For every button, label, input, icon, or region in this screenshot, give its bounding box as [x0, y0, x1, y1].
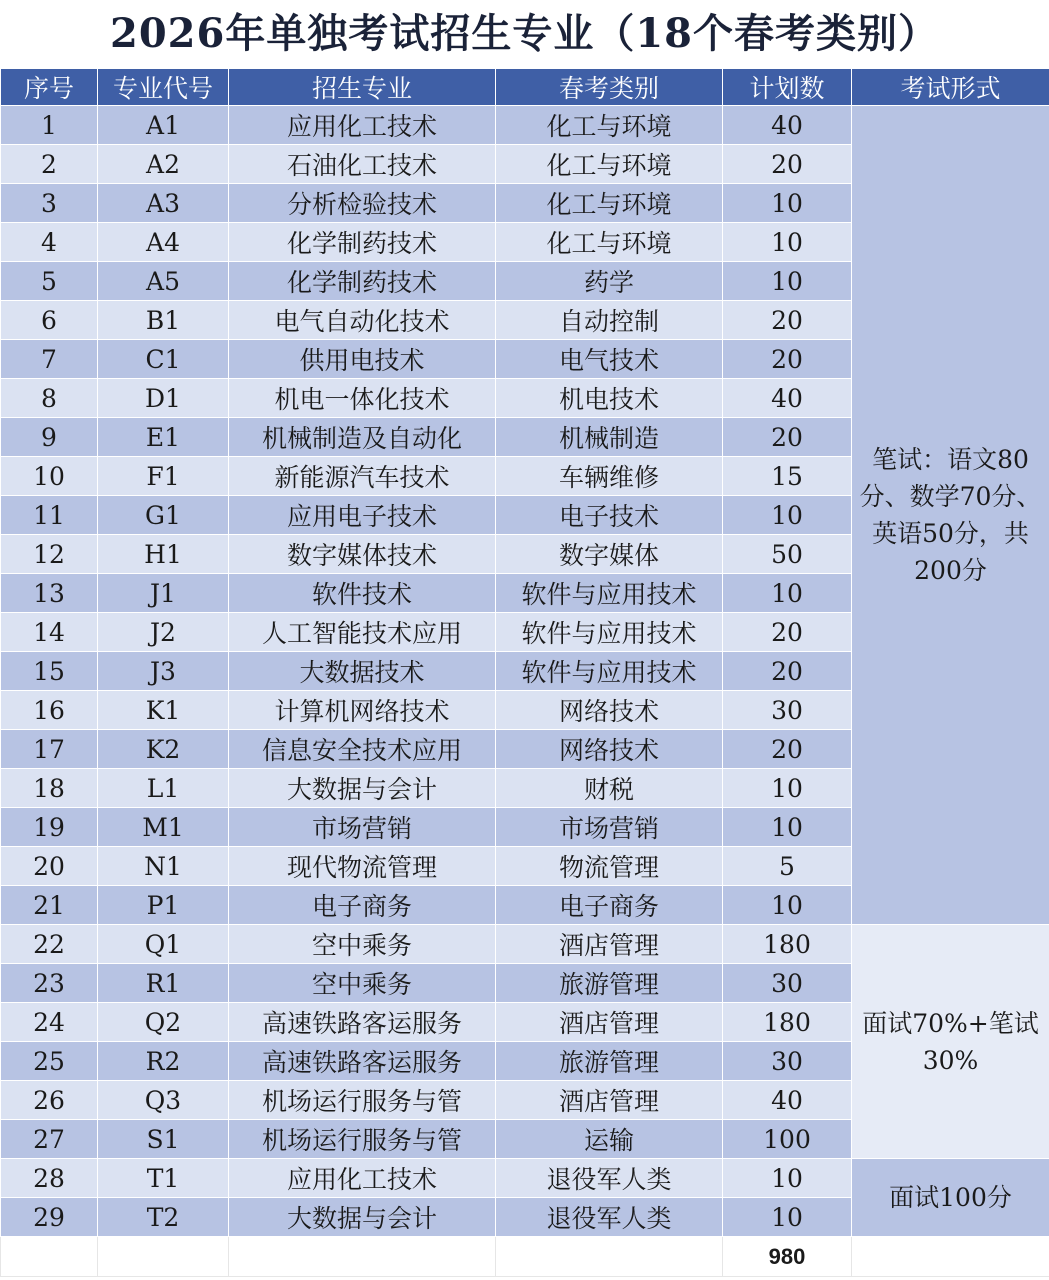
cell-category: 化工与环境 — [496, 106, 723, 145]
cell-no: 5 — [1, 262, 98, 301]
cell-category: 酒店管理 — [496, 1081, 723, 1120]
cell-category: 网络技术 — [496, 730, 723, 769]
cell-code: T1 — [98, 1159, 229, 1198]
cell-code: A4 — [98, 223, 229, 262]
cell-no: 28 — [1, 1159, 98, 1198]
cell-major: 机电一体化技术 — [229, 379, 496, 418]
header-exam: 考试形式 — [852, 69, 1049, 106]
cell-major: 空中乘务 — [229, 925, 496, 964]
cell-plan: 15 — [723, 457, 852, 496]
cell-no: 23 — [1, 964, 98, 1003]
cell-category: 电子技术 — [496, 496, 723, 535]
table-row — [1, 925, 1049, 964]
cell-major: 大数据与会计 — [229, 769, 496, 808]
cell-category: 药学 — [496, 262, 723, 301]
header-plan: 计划数 — [723, 69, 852, 106]
cell-code: R1 — [98, 964, 229, 1003]
cell-major: 计算机网络技术 — [229, 691, 496, 730]
cell-plan: 10 — [723, 808, 852, 847]
cell-major: 软件技术 — [229, 574, 496, 613]
cell-plan: 20 — [723, 340, 852, 379]
cell-major: 人工智能技术应用 — [229, 613, 496, 652]
cell-no: 20 — [1, 847, 98, 886]
enrollment-table — [0, 68, 1049, 1277]
cell-major: 数字媒体技术 — [229, 535, 496, 574]
cell-plan: 20 — [723, 418, 852, 457]
cell-no: 1 — [1, 106, 98, 145]
empty-cell — [852, 1237, 1049, 1277]
cell-code: H1 — [98, 535, 229, 574]
total-plan: 980 — [723, 1237, 852, 1277]
header-code: 专业代号 — [98, 69, 229, 106]
cell-plan: 10 — [723, 262, 852, 301]
cell-plan: 180 — [723, 1003, 852, 1042]
empty-cell — [1, 1237, 98, 1277]
cell-no: 2 — [1, 145, 98, 184]
cell-no: 14 — [1, 613, 98, 652]
header-no: 序号 — [1, 69, 98, 106]
cell-no: 25 — [1, 1042, 98, 1081]
cell-major: 石油化工技术 — [229, 145, 496, 184]
table-row — [1, 1159, 1049, 1198]
cell-code: F1 — [98, 457, 229, 496]
cell-plan: 10 — [723, 1198, 852, 1237]
cell-plan: 20 — [723, 145, 852, 184]
cell-major: 化学制药技术 — [229, 223, 496, 262]
cell-code: D1 — [98, 379, 229, 418]
header-category: 春考类别 — [496, 69, 723, 106]
cell-no: 15 — [1, 652, 98, 691]
cell-major: 市场营销 — [229, 808, 496, 847]
cell-plan: 40 — [723, 106, 852, 145]
cell-plan: 50 — [723, 535, 852, 574]
cell-no: 10 — [1, 457, 98, 496]
cell-category: 物流管理 — [496, 847, 723, 886]
cell-code: E1 — [98, 418, 229, 457]
cell-category: 财税 — [496, 769, 723, 808]
cell-no: 11 — [1, 496, 98, 535]
cell-major: 电子商务 — [229, 886, 496, 925]
cell-code: J3 — [98, 652, 229, 691]
cell-no: 24 — [1, 1003, 98, 1042]
cell-category: 车辆维修 — [496, 457, 723, 496]
cell-no: 22 — [1, 925, 98, 964]
cell-plan: 30 — [723, 964, 852, 1003]
cell-no: 27 — [1, 1120, 98, 1159]
cell-code: C1 — [98, 340, 229, 379]
cell-major: 机场运行服务与管 — [229, 1120, 496, 1159]
total-row — [1, 1237, 1049, 1277]
cell-category: 酒店管理 — [496, 1003, 723, 1042]
cell-category: 机械制造 — [496, 418, 723, 457]
table-row — [1, 106, 1049, 145]
cell-code: T2 — [98, 1198, 229, 1237]
cell-no: 7 — [1, 340, 98, 379]
cell-code: A5 — [98, 262, 229, 301]
cell-code: B1 — [98, 301, 229, 340]
cell-plan: 10 — [723, 184, 852, 223]
cell-plan: 40 — [723, 379, 852, 418]
cell-code: Q3 — [98, 1081, 229, 1120]
cell-category: 化工与环境 — [496, 184, 723, 223]
cell-major: 新能源汽车技术 — [229, 457, 496, 496]
cell-major: 供用电技术 — [229, 340, 496, 379]
cell-plan: 100 — [723, 1120, 852, 1159]
cell-category: 软件与应用技术 — [496, 613, 723, 652]
cell-no: 18 — [1, 769, 98, 808]
cell-major: 高速铁路客运服务 — [229, 1042, 496, 1081]
cell-code: Q2 — [98, 1003, 229, 1042]
cell-no: 17 — [1, 730, 98, 769]
cell-plan: 30 — [723, 1042, 852, 1081]
empty-cell — [496, 1237, 723, 1277]
cell-no: 8 — [1, 379, 98, 418]
cell-code: M1 — [98, 808, 229, 847]
cell-major: 空中乘务 — [229, 964, 496, 1003]
cell-category: 软件与应用技术 — [496, 652, 723, 691]
cell-code: P1 — [98, 886, 229, 925]
header-major: 招生专业 — [229, 69, 496, 106]
cell-category: 旅游管理 — [496, 964, 723, 1003]
table-body — [1, 106, 1049, 1277]
cell-plan: 10 — [723, 886, 852, 925]
cell-no: 12 — [1, 535, 98, 574]
cell-major: 化学制药技术 — [229, 262, 496, 301]
cell-plan: 10 — [723, 496, 852, 535]
cell-code: L1 — [98, 769, 229, 808]
cell-code: J1 — [98, 574, 229, 613]
exam-format-cell: 面试70%+笔试30% — [852, 925, 1049, 1159]
cell-code: N1 — [98, 847, 229, 886]
cell-no: 19 — [1, 808, 98, 847]
cell-code: A2 — [98, 145, 229, 184]
cell-major: 电气自动化技术 — [229, 301, 496, 340]
cell-category: 自动控制 — [496, 301, 723, 340]
cell-code: J2 — [98, 613, 229, 652]
cell-major: 应用化工技术 — [229, 1159, 496, 1198]
page-title: 2026年单独考试招生专业（18个春考类别） — [110, 10, 939, 57]
empty-cell — [98, 1237, 229, 1277]
cell-category: 软件与应用技术 — [496, 574, 723, 613]
cell-no: 21 — [1, 886, 98, 925]
cell-plan: 20 — [723, 301, 852, 340]
cell-plan: 180 — [723, 925, 852, 964]
empty-cell — [229, 1237, 496, 1277]
cell-no: 13 — [1, 574, 98, 613]
cell-major: 机械制造及自动化 — [229, 418, 496, 457]
cell-code: A3 — [98, 184, 229, 223]
cell-major: 机场运行服务与管 — [229, 1081, 496, 1120]
cell-code: Q1 — [98, 925, 229, 964]
cell-no: 3 — [1, 184, 98, 223]
cell-no: 9 — [1, 418, 98, 457]
cell-category: 化工与环境 — [496, 145, 723, 184]
cell-no: 4 — [1, 223, 98, 262]
cell-major: 高速铁路客运服务 — [229, 1003, 496, 1042]
cell-code: S1 — [98, 1120, 229, 1159]
cell-category: 电子商务 — [496, 886, 723, 925]
cell-code: A1 — [98, 106, 229, 145]
cell-category: 电气技术 — [496, 340, 723, 379]
cell-no: 16 — [1, 691, 98, 730]
cell-category: 市场营销 — [496, 808, 723, 847]
cell-plan: 10 — [723, 769, 852, 808]
cell-major: 分析检验技术 — [229, 184, 496, 223]
cell-major: 应用电子技术 — [229, 496, 496, 535]
cell-plan: 20 — [723, 613, 852, 652]
cell-plan: 30 — [723, 691, 852, 730]
cell-plan: 10 — [723, 574, 852, 613]
cell-category: 旅游管理 — [496, 1042, 723, 1081]
cell-plan: 20 — [723, 730, 852, 769]
cell-no: 26 — [1, 1081, 98, 1120]
exam-format-cell: 笔试：语文80分、数学70分、英语50分，共200分 — [852, 106, 1049, 925]
cell-plan: 10 — [723, 223, 852, 262]
cell-major: 应用化工技术 — [229, 106, 496, 145]
cell-category: 网络技术 — [496, 691, 723, 730]
cell-category: 酒店管理 — [496, 925, 723, 964]
cell-category: 运输 — [496, 1120, 723, 1159]
table-header-row — [1, 69, 1049, 106]
cell-category: 数字媒体 — [496, 535, 723, 574]
cell-category: 退役军人类 — [496, 1159, 723, 1198]
cell-no: 29 — [1, 1198, 98, 1237]
cell-code: K1 — [98, 691, 229, 730]
cell-no: 6 — [1, 301, 98, 340]
cell-plan: 5 — [723, 847, 852, 886]
cell-code: K2 — [98, 730, 229, 769]
exam-format-cell: 面试100分 — [852, 1159, 1049, 1237]
cell-plan: 40 — [723, 1081, 852, 1120]
cell-major: 大数据与会计 — [229, 1198, 496, 1237]
cell-plan: 10 — [723, 1159, 852, 1198]
cell-category: 退役军人类 — [496, 1198, 723, 1237]
cell-category: 化工与环境 — [496, 223, 723, 262]
cell-code: R2 — [98, 1042, 229, 1081]
cell-major: 大数据技术 — [229, 652, 496, 691]
cell-major: 信息安全技术应用 — [229, 730, 496, 769]
cell-plan: 20 — [723, 652, 852, 691]
cell-code: G1 — [98, 496, 229, 535]
cell-major: 现代物流管理 — [229, 847, 496, 886]
cell-category: 机电技术 — [496, 379, 723, 418]
